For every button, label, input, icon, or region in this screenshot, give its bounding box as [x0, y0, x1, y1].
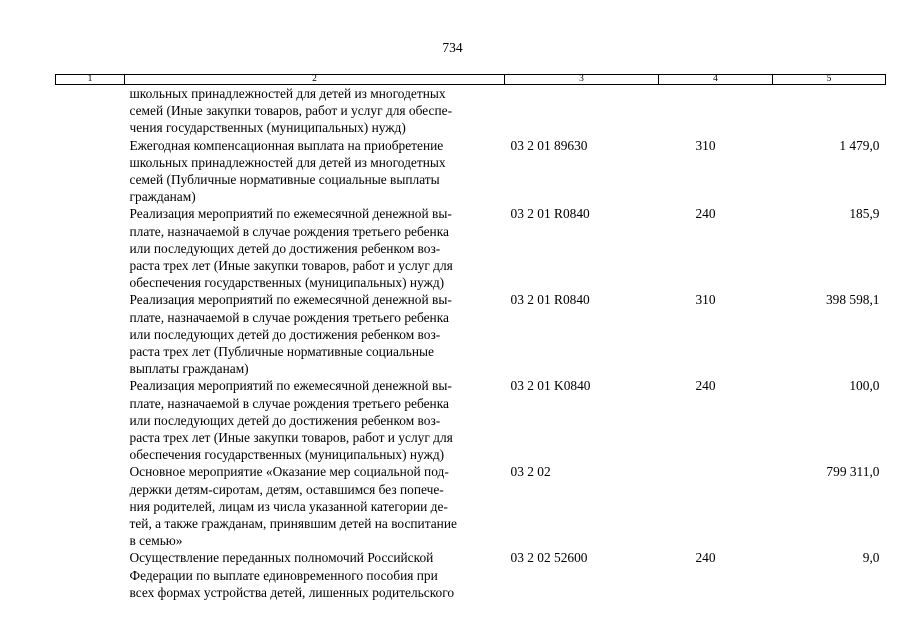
row-number-cell	[56, 463, 125, 549]
expense-type-cell: 240	[695, 206, 716, 222]
description-line: ния родителей, лицам из числа указанной категории де-	[129, 498, 448, 514]
description-line: семей (Иные закупки товаров, работ и услуг для обеспе-	[129, 103, 453, 119]
description-line: гражданам)	[129, 189, 196, 205]
table-row	[56, 549, 886, 601]
description-line: Федерации по выплате единовременного пособия при	[129, 567, 438, 583]
table-row	[56, 205, 886, 291]
expense-type-cell: 310	[695, 292, 716, 308]
description-line: Осуществление переданных полномочий Российской	[129, 550, 434, 566]
expense-type-cell	[659, 85, 773, 137]
table-header	[56, 75, 886, 85]
budget-table	[55, 74, 886, 601]
code-cell: 03 2 01 K0840	[510, 378, 591, 394]
description-line: Реализация мероприятий по ежемесячной денежной вы-	[129, 292, 452, 308]
column-header-5: 5	[773, 75, 886, 85]
description-line: плате, назначаемой в случае рождения третьего ребенка	[129, 395, 449, 411]
row-number-cell	[56, 377, 125, 463]
code-cell: 03 2 01 89630	[510, 137, 588, 153]
description-cell	[125, 137, 505, 206]
code-cell: 03 2 01 R0840	[510, 206, 590, 222]
code-cell: 03 2 01 R0840	[510, 292, 590, 308]
description-line: плате, назначаемой в случае рождения третьего ребенка	[129, 309, 449, 325]
description-line: школьных принадлежностей для детей из многодетных	[129, 154, 446, 170]
row-number-cell	[56, 205, 125, 291]
code-cell: 03 2 02 52600	[510, 550, 588, 566]
description-line: Основное мероприятие «Оказание мер социальной под-	[129, 464, 449, 480]
row-number-cell	[56, 549, 125, 601]
expense-type-cell: 240	[695, 378, 716, 394]
expense-type-cell: 310	[695, 137, 716, 153]
description-line: держки детям-сиротам, детям, оставшимся без попече-	[129, 481, 444, 497]
amount-cell: 9,0	[862, 550, 880, 566]
amount-cell: 398 598,1	[825, 292, 880, 308]
amount-cell: 100,0	[849, 378, 880, 394]
column-header-1: 1	[56, 75, 125, 85]
description-line: чения государственных (муниципальных) нужд)	[129, 120, 406, 136]
table-row	[56, 463, 886, 549]
description-cell	[125, 549, 505, 601]
amount-cell: 185,9	[849, 206, 880, 222]
description-line: обеспечения государственных (муниципальных) нужд)	[129, 275, 445, 291]
column-header-2: 2	[125, 75, 505, 85]
description-cell	[125, 377, 505, 463]
description-line: всех формах устройства детей, лишенных родительского	[129, 584, 455, 600]
expense-type-cell: 240	[695, 550, 716, 566]
code-cell	[505, 85, 659, 137]
amount-cell: 799 311,0	[826, 464, 880, 480]
description-line: выплаты гражданам)	[129, 361, 249, 377]
code-cell: 03 2 02	[510, 464, 551, 480]
description-line: Ежегодная компенсационная выплата на приобретение	[129, 137, 444, 153]
description-line: раста трех лет (Иные закупки товаров, работ и услуг для	[129, 258, 453, 274]
amount-cell	[773, 85, 886, 137]
description-line: школьных принадлежностей для детей из многодетных	[129, 86, 446, 101]
description-line: семей (Публичные нормативные социальные выплаты	[129, 172, 440, 188]
table-row	[56, 85, 886, 137]
column-header-4: 4	[659, 75, 773, 85]
table-row	[56, 137, 886, 206]
table-body	[56, 85, 886, 602]
description-line: раста трех лет (Публичные нормативные социальные	[129, 344, 434, 360]
description-line: Реализация мероприятий по ежемесячной денежной вы-	[129, 206, 452, 222]
page-number: 734	[442, 40, 463, 55]
row-number-cell	[56, 137, 125, 206]
description-line: тей, а также гражданам, принявшим детей на воспитание	[129, 516, 457, 532]
header-row	[56, 75, 886, 85]
description-line: Реализация мероприятий по ежемесячной денежной вы-	[129, 378, 452, 394]
row-number-cell	[56, 291, 125, 377]
description-line: раста трех лет (Иные закупки товаров, работ и услуг для	[129, 430, 453, 446]
description-cell	[125, 205, 505, 291]
description-line: или последующих детей до достижения ребенком воз-	[129, 412, 441, 428]
expense-type-cell	[659, 463, 773, 549]
column-header-3: 3	[505, 75, 659, 85]
description-line: или последующих детей до достижения ребенком воз-	[129, 326, 441, 342]
description-line: или последующих детей до достижения ребенком воз-	[129, 240, 441, 256]
description-cell	[125, 291, 505, 377]
row-number-cell	[56, 85, 125, 137]
description-line: плате, назначаемой в случае рождения третьего ребенка	[129, 223, 449, 239]
description-cell	[125, 85, 505, 137]
table-row	[56, 377, 886, 463]
table-row	[56, 291, 886, 377]
description-line: обеспечения государственных (муниципальных) нужд)	[129, 447, 445, 463]
amount-cell: 1 479,0	[839, 137, 880, 153]
description-line: в семью»	[129, 533, 183, 549]
description-cell	[125, 463, 505, 549]
